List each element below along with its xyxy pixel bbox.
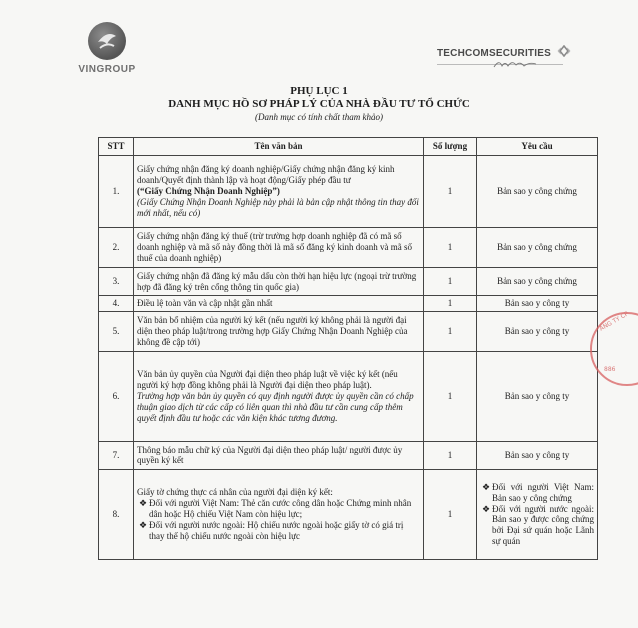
bullet-icon: ❖: [139, 498, 148, 509]
row-number: 1.: [99, 156, 134, 228]
document-note: Trường hợp văn bản ủy quyền có quy định người được ủy quyền cần có chấp thuận giao dịch từ các cấp có liên quan thì nhà đầu tư cần cung cấp thêm quyết định đầu tư hoặc các văn kiện khác tương đương.: [137, 390, 414, 423]
requirement-cell: Bản sao y công ty: [477, 311, 598, 351]
table-row: [99, 469, 598, 559]
appendix-number: PHỤ LỤC 1: [290, 85, 348, 97]
vingroup-logo-text: VINGROUP: [78, 64, 136, 75]
requirement-cell: [477, 469, 598, 559]
row-number: 2.: [99, 228, 134, 268]
document-name: Văn bản ủy quyền của Người đại diện theo pháp luật về việc ký kết (nếu người ký hợp đồng không phải là Người đại diện theo pháp luật).: [137, 369, 398, 391]
header-quantity: Số lượng: [424, 138, 477, 156]
header-requirement: Yêu cầu: [477, 138, 598, 156]
handwritten-signature: [493, 58, 537, 72]
list-item: ❖ Đối với người nước ngoài: Bản sao y được công chứng bởi Đại sứ quán hoặc Lãnh sự quán: [482, 503, 594, 547]
requirement-cell: Bản sao y công ty: [477, 441, 598, 469]
row-number: 5.: [99, 311, 134, 351]
techcom-diamond-icon: [557, 44, 571, 62]
list-item: ❖ Đối với người Việt Nam: Bản sao y công chứng: [482, 481, 594, 503]
requirement-cell: Bản sao y công ty: [477, 351, 598, 441]
table-row: [99, 296, 598, 312]
bullet-icon: ❖: [482, 503, 491, 514]
table-header-row: [99, 138, 598, 156]
list-item: ❖ Đối với người nước ngoài: Hộ chiếu nước ngoài hoặc giấy tờ có giá trị thay thế hộ chiếu nước ngoài còn hiệu lực: [139, 519, 404, 541]
document-name: Thông báo mẫu chữ ký của Người đại diện theo pháp luật/ người được ủy quyền ký kết: [134, 441, 424, 469]
vingroup-logo: [76, 22, 138, 75]
quantity-cell: 1: [424, 156, 477, 228]
row-number: 8.: [99, 469, 134, 559]
requirement-cell: Bản sao y công chứng: [477, 228, 598, 268]
techcom-logo-text: TECHCOMSECURITIES: [437, 47, 551, 59]
list-item: ❖ Đối với người Việt Nam: Thẻ căn cước công dân hoặc Chứng minh nhân dân hoặc Hộ chiếu Việt Nam còn hiệu lực;: [139, 498, 412, 519]
document-name: Giấy tờ chứng thực cá nhân của người đại diện ký kết:: [137, 487, 333, 498]
requirement-cell: Bản sao y công ty: [477, 296, 598, 312]
row-number: 7.: [99, 441, 134, 469]
document-name: Điều lệ toàn văn và cập nhật gần nhất: [134, 296, 424, 312]
row-number: 3.: [99, 268, 134, 296]
requirement-cell: Bản sao y công chứng: [477, 156, 598, 228]
requirement-cell: Bản sao y công chứng: [477, 268, 598, 296]
table-row: [99, 351, 598, 441]
header-document-name: Tên văn bản: [134, 138, 424, 156]
legal-documents-table: [98, 137, 598, 560]
quantity-cell: 1: [424, 228, 477, 268]
stamp-text-top: ÁNG TY CP: [598, 310, 630, 333]
stamp-text-bottom: 886: [604, 366, 616, 373]
table-row: [99, 228, 598, 268]
table-row: [99, 311, 598, 351]
quantity-cell: 1: [424, 351, 477, 441]
bullet-icon: ❖: [139, 519, 148, 530]
table-row: [99, 441, 598, 469]
vingroup-emblem-icon: [88, 22, 126, 60]
document-title: DANH MỤC HỒ SƠ PHÁP LÝ CỦA NHÀ ĐẦU TƯ TỔ CHỨC: [168, 98, 470, 110]
document-name: Văn bản bổ nhiệm của người ký kết (nếu người ký không phải là người đại diện theo pháp luật/trong trường hợp Giấy Chứng Nhận Doanh Nghiệp của không đề cập tới): [134, 311, 424, 351]
document-name: Giấy chứng nhận đăng ký doanh nghiệp/Giấy chứng nhận đăng ký kinh doanh/Quyết định thành lập và hoạt động/Giấy phép đầu tư: [137, 164, 395, 186]
quantity-cell: 1: [424, 311, 477, 351]
row-number: 4.: [99, 296, 134, 312]
table-row: [99, 268, 598, 296]
document-name-cell: [134, 156, 424, 228]
quantity-cell: 1: [424, 296, 477, 312]
row-number: 6.: [99, 351, 134, 441]
quantity-cell: 1: [424, 268, 477, 296]
document-name-cell: [134, 469, 424, 559]
document-name-cell: [134, 351, 424, 441]
document-name: Giấy chứng nhận đăng ký thuế (trừ trường hợp doanh nghiệp đã có mã số doanh nghiệp và mã số này đồng thời là mã số đăng ký kinh doanh và mã số thuế của doanh nghiệp): [134, 228, 424, 268]
bullet-icon: ❖: [482, 481, 491, 492]
document-defined-term: (“Giấy Chứng Nhận Doanh Nghiệp”): [137, 186, 280, 197]
techcom-logo: [437, 44, 577, 62]
document-name: Giấy chứng nhận đã đăng ký mẫu dấu còn thời hạn hiệu lực (ngoại trừ trường hợp đã đăng ký trên cổng thông tin quốc gia): [134, 268, 424, 296]
document-note: (Giấy Chứng Nhận Doanh Nghiệp này phải là bản cập nhật thông tin thay đổi mới nhất, nếu có): [137, 196, 419, 218]
document-subtitle: (Danh mục có tính chất tham khảo): [255, 112, 383, 122]
quantity-cell: 1: [424, 469, 477, 559]
quantity-cell: 1: [424, 441, 477, 469]
table-row: [99, 156, 598, 228]
header-stt: STT: [99, 138, 134, 156]
